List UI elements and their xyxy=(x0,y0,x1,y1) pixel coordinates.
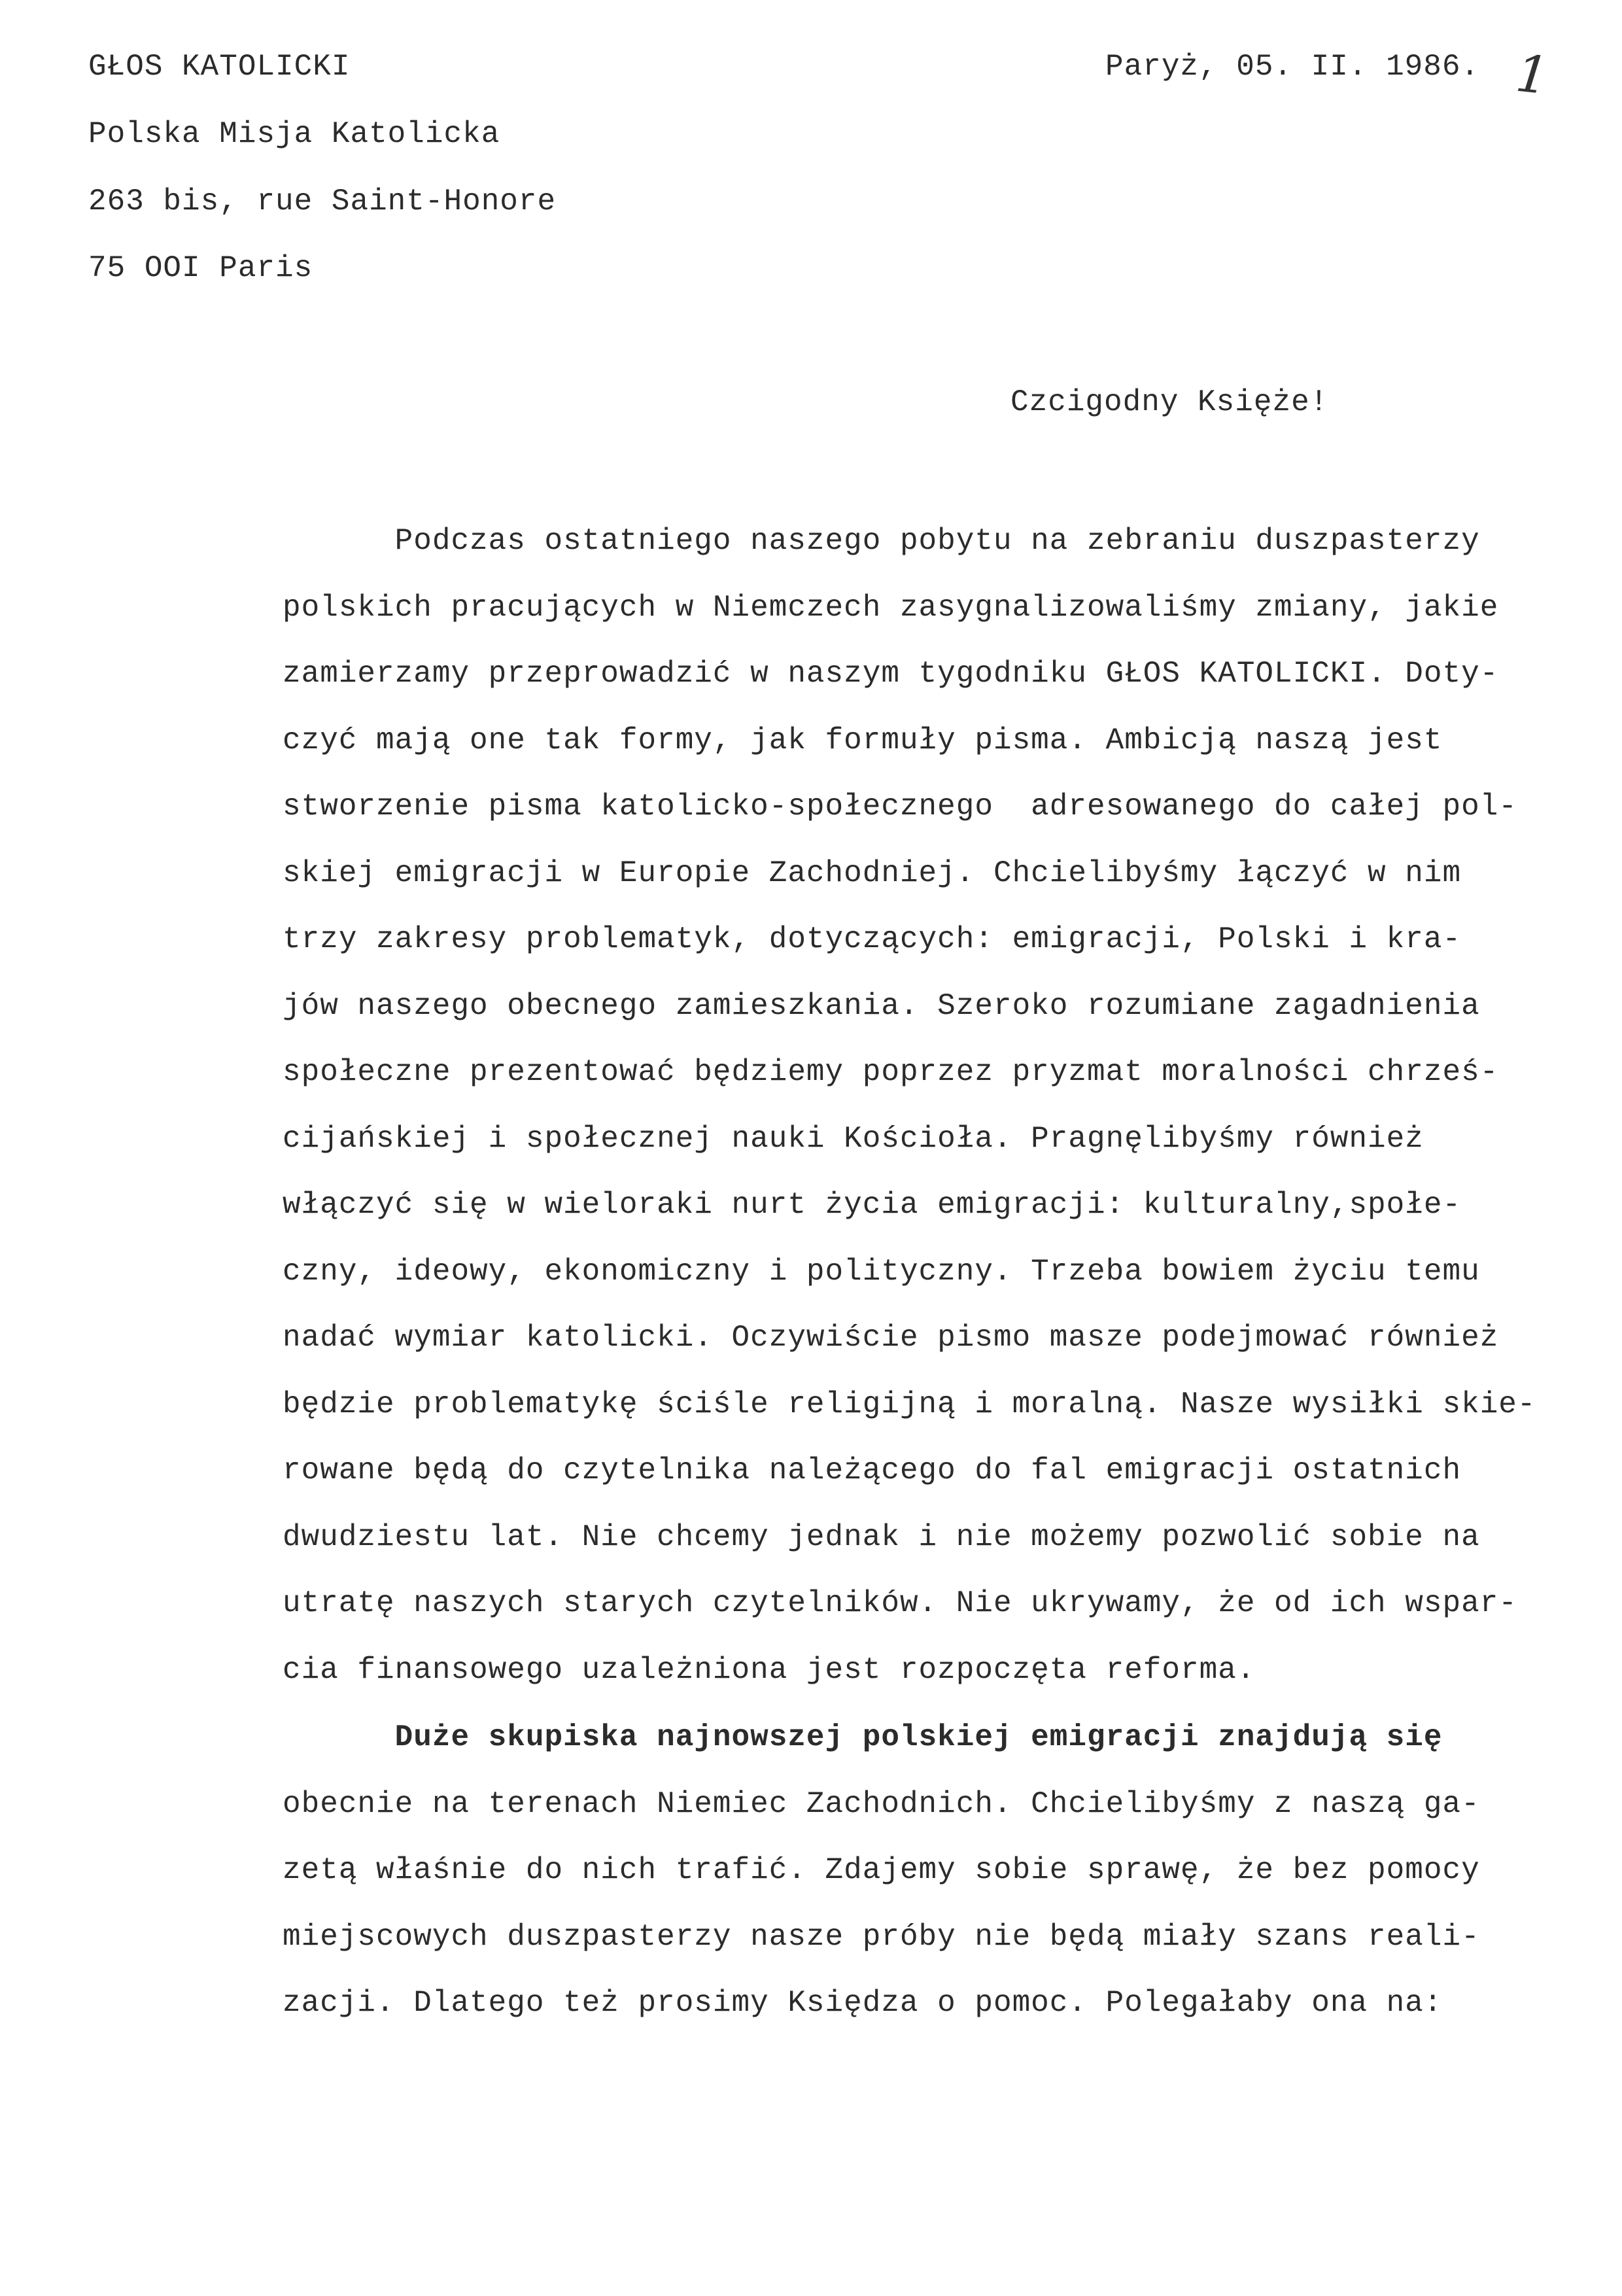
body-line: trzy zakresy problematyk, dotyczących: emigracji, Polski i kra- xyxy=(283,922,1462,956)
body-line: cijańskiej i społecznej nauki Kościoła. Pragnęlibyśmy również xyxy=(283,1122,1424,1156)
body-line: zetą właśnie do nich trafić. Zdajemy sobie sprawę, że bez pomocy xyxy=(283,1853,1480,1887)
body-line: czyć mają one tak formy, jak formuły pisma. Ambicją naszą jest xyxy=(283,723,1443,757)
body-line: polskich pracujących w Niemczech zasygnalizowaliśmy zmiany, jakie xyxy=(283,591,1499,625)
body-line: obecnie na terenach Niemiec Zachodnich. Chcielibyśmy z naszą ga- xyxy=(283,1787,1480,1821)
page-number: 1 xyxy=(1513,44,1552,107)
body-line: zamierzamy przeprowadzić w naszym tygodniku GŁOS KATOLICKI. Doty- xyxy=(283,657,1499,691)
body-line: nadać wymiar katolicki. Oczywiście pismo masze podejmować również xyxy=(283,1321,1499,1355)
body-line: rowane będą do czytelnika należącego do fal emigracji ostatnich xyxy=(283,1453,1462,1487)
body-line: Podczas ostatniego naszego pobytu na zebraniu duszpasterzy xyxy=(283,524,1480,558)
salutation: Czcigodny Księże! xyxy=(1010,385,1329,419)
sender-city: 75 OOI Paris xyxy=(88,251,313,285)
body-line: dwudziestu lat. Nie chcemy jednak i nie możemy pozwolić sobie na xyxy=(283,1520,1480,1554)
body-line: będzie problematykę ściśle religijną i moralną. Nasze wysiłki skie- xyxy=(283,1387,1536,1421)
body-line: miejscowych duszpasterzy nasze próby nie będą miały szans reali- xyxy=(283,1920,1480,1954)
body-line: stworzenie pisma katolicko-społecznego adresowanego do całej pol- xyxy=(283,790,1517,824)
sender-street: 263 bis, rue Saint-Honore xyxy=(88,184,557,218)
body-line: utratę naszych starych czytelników. Nie ukrywamy, że od ich wspar- xyxy=(283,1586,1517,1620)
body-line: jów naszego obecnego zamieszkania. Szeroko rozumiane zagadnienia xyxy=(283,989,1480,1023)
body-line: czny, ideowy, ekonomiczny i polityczny. Trzeba bowiem życiu temu xyxy=(283,1255,1480,1289)
body-line: społeczne prezentować będziemy poprzez pryzmat moralności chrześ- xyxy=(283,1055,1499,1089)
body-line: włączyć się w wieloraki nurt życia emigracji: kulturalny,społe- xyxy=(283,1188,1462,1222)
body-line: cia finansowego uzależniona jest rozpoczęta reforma. xyxy=(283,1653,1256,1687)
body-line: Duże skupiska najnowszej polskiej emigracji znajdują się xyxy=(283,1720,1443,1754)
sender-organization: Polska Misja Katolicka xyxy=(88,117,500,151)
body-line: zacji. Dlatego też prosimy Księdza o pomoc. Polegałaby ona na: xyxy=(283,1986,1443,2020)
body-line: skiej emigracji w Europie Zachodniej. Chcielibyśmy łączyć w nim xyxy=(283,856,1462,890)
dateline: Paryż, 05. II. 1986. xyxy=(1105,50,1480,84)
sender-name: GŁOS KATOLICKI xyxy=(88,50,351,84)
